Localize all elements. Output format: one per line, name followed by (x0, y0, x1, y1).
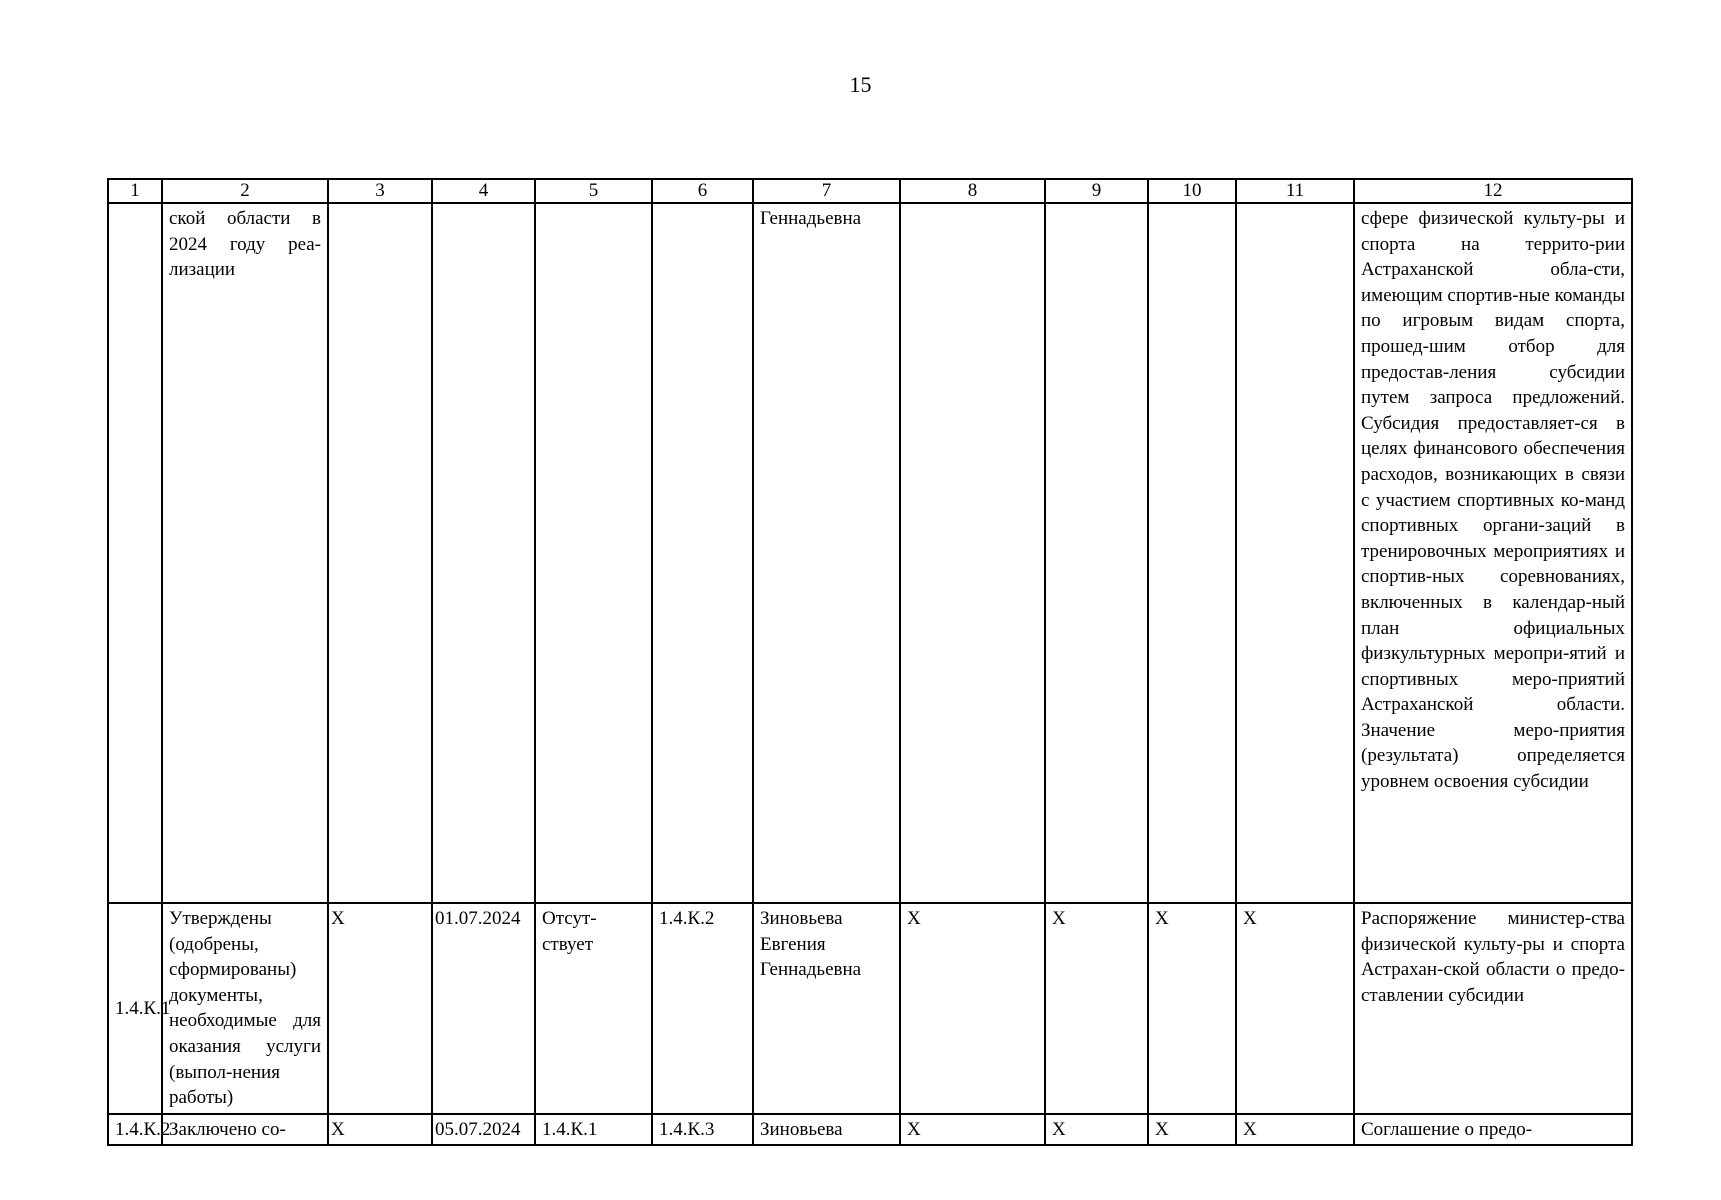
table-cell (1148, 203, 1236, 903)
table-cell (652, 203, 753, 903)
header-cell: 7 (753, 179, 900, 203)
table-cell: X (1148, 903, 1236, 1114)
header-cell: 10 (1148, 179, 1236, 203)
table-cell (432, 203, 535, 903)
table-cell: X (328, 903, 432, 1114)
page-number: 15 (849, 72, 872, 97)
table-cell: Отсут-ствует (535, 903, 652, 1114)
date-cell: 01.07.2024 (432, 903, 535, 1114)
event-name-cell: Утверждены (одобрены, сформированы) документы, необходимые для оказания услуги (выпол-нения работы) (162, 903, 328, 1114)
table-cell: X (328, 1114, 432, 1146)
header-cell: 1 (108, 179, 162, 203)
table-cell: 1.4.К.2 (652, 903, 753, 1114)
table-cell: X (900, 1114, 1045, 1146)
table-row (108, 903, 1632, 1114)
table-cell (1236, 203, 1354, 903)
table-cell (328, 203, 432, 903)
table-row (108, 203, 1632, 903)
responsible-cell: Зиновьева (753, 1114, 900, 1146)
table-cell: 1.4.К.3 (652, 1114, 753, 1146)
row-number-cell: 1.4.К.1 (108, 903, 162, 1114)
header-cell: 3 (328, 179, 432, 203)
responsible-cell: Геннадьевна (753, 203, 900, 903)
description-cell: сфере физической культу-ры и спорта на террито-рии Астраханской обла-сти, имеющим спортив-ные команды по игровым видам спорта, прошед-шим отбор для предостав-ления субсидии путем запроса предложений. Субсидия предоставляет-ся в целях финансового обеспечения расходов, возникающих в связи с участием спортивных ко-манд спортивных органи-заций в тренировочных мероприятиях и спортив-ных соревнованиях, включенных в календар-ный план официальных физкультурных меропри-ятий и спортивных меро-приятий Астраханской области. Значение меро-приятия (результата) определяется уровнем освоения субсидии (1354, 203, 1632, 903)
table-cell: X (1148, 1114, 1236, 1146)
description-cell: Соглашение о предо- (1354, 1114, 1632, 1146)
table-cell: 1.4.К.1 (535, 1114, 652, 1146)
description-cell: Распоряжение министер-ства физической культу-ры и спорта Астрахан-ской области о предо-ставлении субсидии (1354, 903, 1632, 1114)
header-cell: 4 (432, 179, 535, 203)
table-cell: X (1045, 903, 1148, 1114)
table-cell: X (1045, 1114, 1148, 1146)
table-cell: X (1236, 1114, 1354, 1146)
table-cell: X (1236, 903, 1354, 1114)
header-cell: 11 (1236, 179, 1354, 203)
table-header-row (108, 179, 1632, 203)
date-cell: 05.07.2024 (432, 1114, 535, 1146)
table-cell (1045, 203, 1148, 903)
header-cell: 6 (652, 179, 753, 203)
header-cell: 9 (1045, 179, 1148, 203)
table-row (108, 1114, 1632, 1146)
responsible-cell: Зиновьева Евгения Геннадьевна (753, 903, 900, 1114)
row-number-cell: 1.4.К.2 (108, 1114, 162, 1146)
table-cell: X (900, 903, 1045, 1114)
table-cell (535, 203, 652, 903)
event-name-cell: ской области в 2024 году реа-лизации (162, 203, 328, 903)
table-cell (900, 203, 1045, 903)
header-cell: 8 (900, 179, 1045, 203)
document-table (107, 178, 1633, 1146)
row-number-cell (108, 203, 162, 903)
header-cell: 5 (535, 179, 652, 203)
event-name-cell: Заключено со- (162, 1114, 328, 1146)
header-cell: 12 (1354, 179, 1632, 203)
header-cell: 2 (162, 179, 328, 203)
